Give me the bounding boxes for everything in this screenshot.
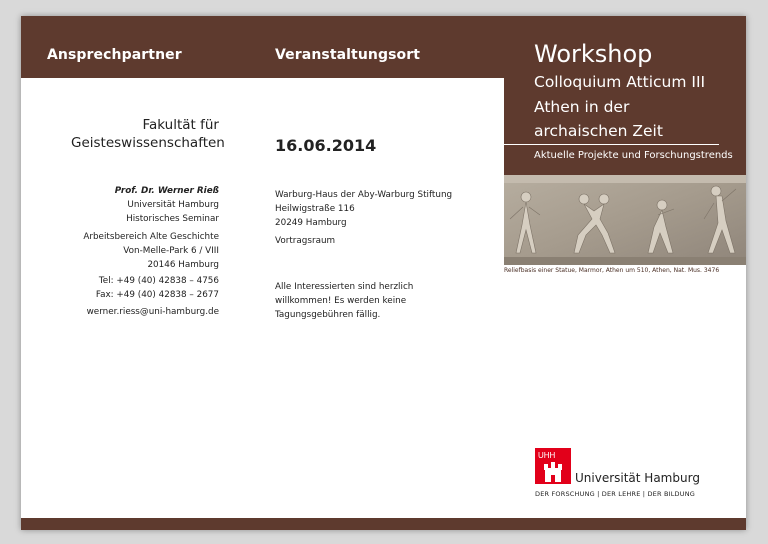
footer-bar <box>21 518 746 530</box>
venue-room: Vortragsraum <box>275 236 336 246</box>
faculty-line: Geisteswissenschaften <box>71 135 225 151</box>
institution-line: Historisches Seminar <box>126 214 219 224</box>
invitation-line: Tagungsgebühren fällig. <box>275 310 381 320</box>
phone-text: Tel: +49 (40) 42838 – 4756 <box>98 276 219 286</box>
workshop-subtitle-line: Athen in der <box>534 98 630 116</box>
contact-name: Prof. Dr. Werner Rieß <box>114 186 219 196</box>
venue-address-line: 20249 Hamburg <box>275 218 347 228</box>
address-line: 20146 Hamburg <box>147 260 219 270</box>
workshop-panel <box>504 16 746 175</box>
svg-text:UHH: UHH <box>538 451 556 460</box>
venue-address-line: Warburg-Haus der Aby-Warburg Stiftung <box>275 190 453 200</box>
venue-heading: Veranstaltungsort <box>275 47 421 63</box>
workshop-title: Workshop <box>534 40 653 68</box>
address-line: Von-Melle-Park 6 / VIII <box>123 246 219 256</box>
faculty-line: Fakultät für <box>142 117 219 133</box>
castle-icon <box>535 448 571 484</box>
contact-heading: Ansprechpartner <box>47 47 182 63</box>
relief-figures-image <box>504 175 746 265</box>
divider <box>504 144 719 145</box>
flyer-page <box>21 16 746 530</box>
workshop-subtitle-line: archaischen Zeit <box>534 122 663 140</box>
relief-image <box>504 175 746 265</box>
venue-address-line: Heilwigstraße 116 <box>275 204 355 214</box>
event-date: 16.06.2014 <box>275 136 377 155</box>
email-link[interactable]: werner.riess@uni-hamburg.de <box>86 307 219 317</box>
contact-column <box>71 116 225 319</box>
workshop-subtitle-line: Colloquium Atticum III <box>534 73 706 91</box>
institution-line: Universität Hamburg <box>127 200 219 210</box>
uhh-logo-mark <box>535 448 571 484</box>
fax-text: Fax: +49 (40) 42838 – 2677 <box>95 290 219 300</box>
image-caption: Reliefbasis einer Statue, Marmor, Athen um 510, Athen, Nat. Mus. 3476 <box>504 267 720 274</box>
university-name: Universität Hamburg <box>575 471 700 485</box>
invitation-line: Alle Interessierten sind herzlich <box>275 282 414 292</box>
invitation-line: willkommen! Es werden keine <box>275 296 407 306</box>
address-line: Arbeitsbereich Alte Geschichte <box>83 232 219 242</box>
workshop-tagline: Aktuelle Projekte und Forschungstrends <box>534 150 733 161</box>
invitation-text <box>275 280 413 322</box>
venue-address <box>275 188 452 248</box>
university-tagline: DER FORSCHUNG | DER LEHRE | DER BILDUNG <box>535 490 696 498</box>
